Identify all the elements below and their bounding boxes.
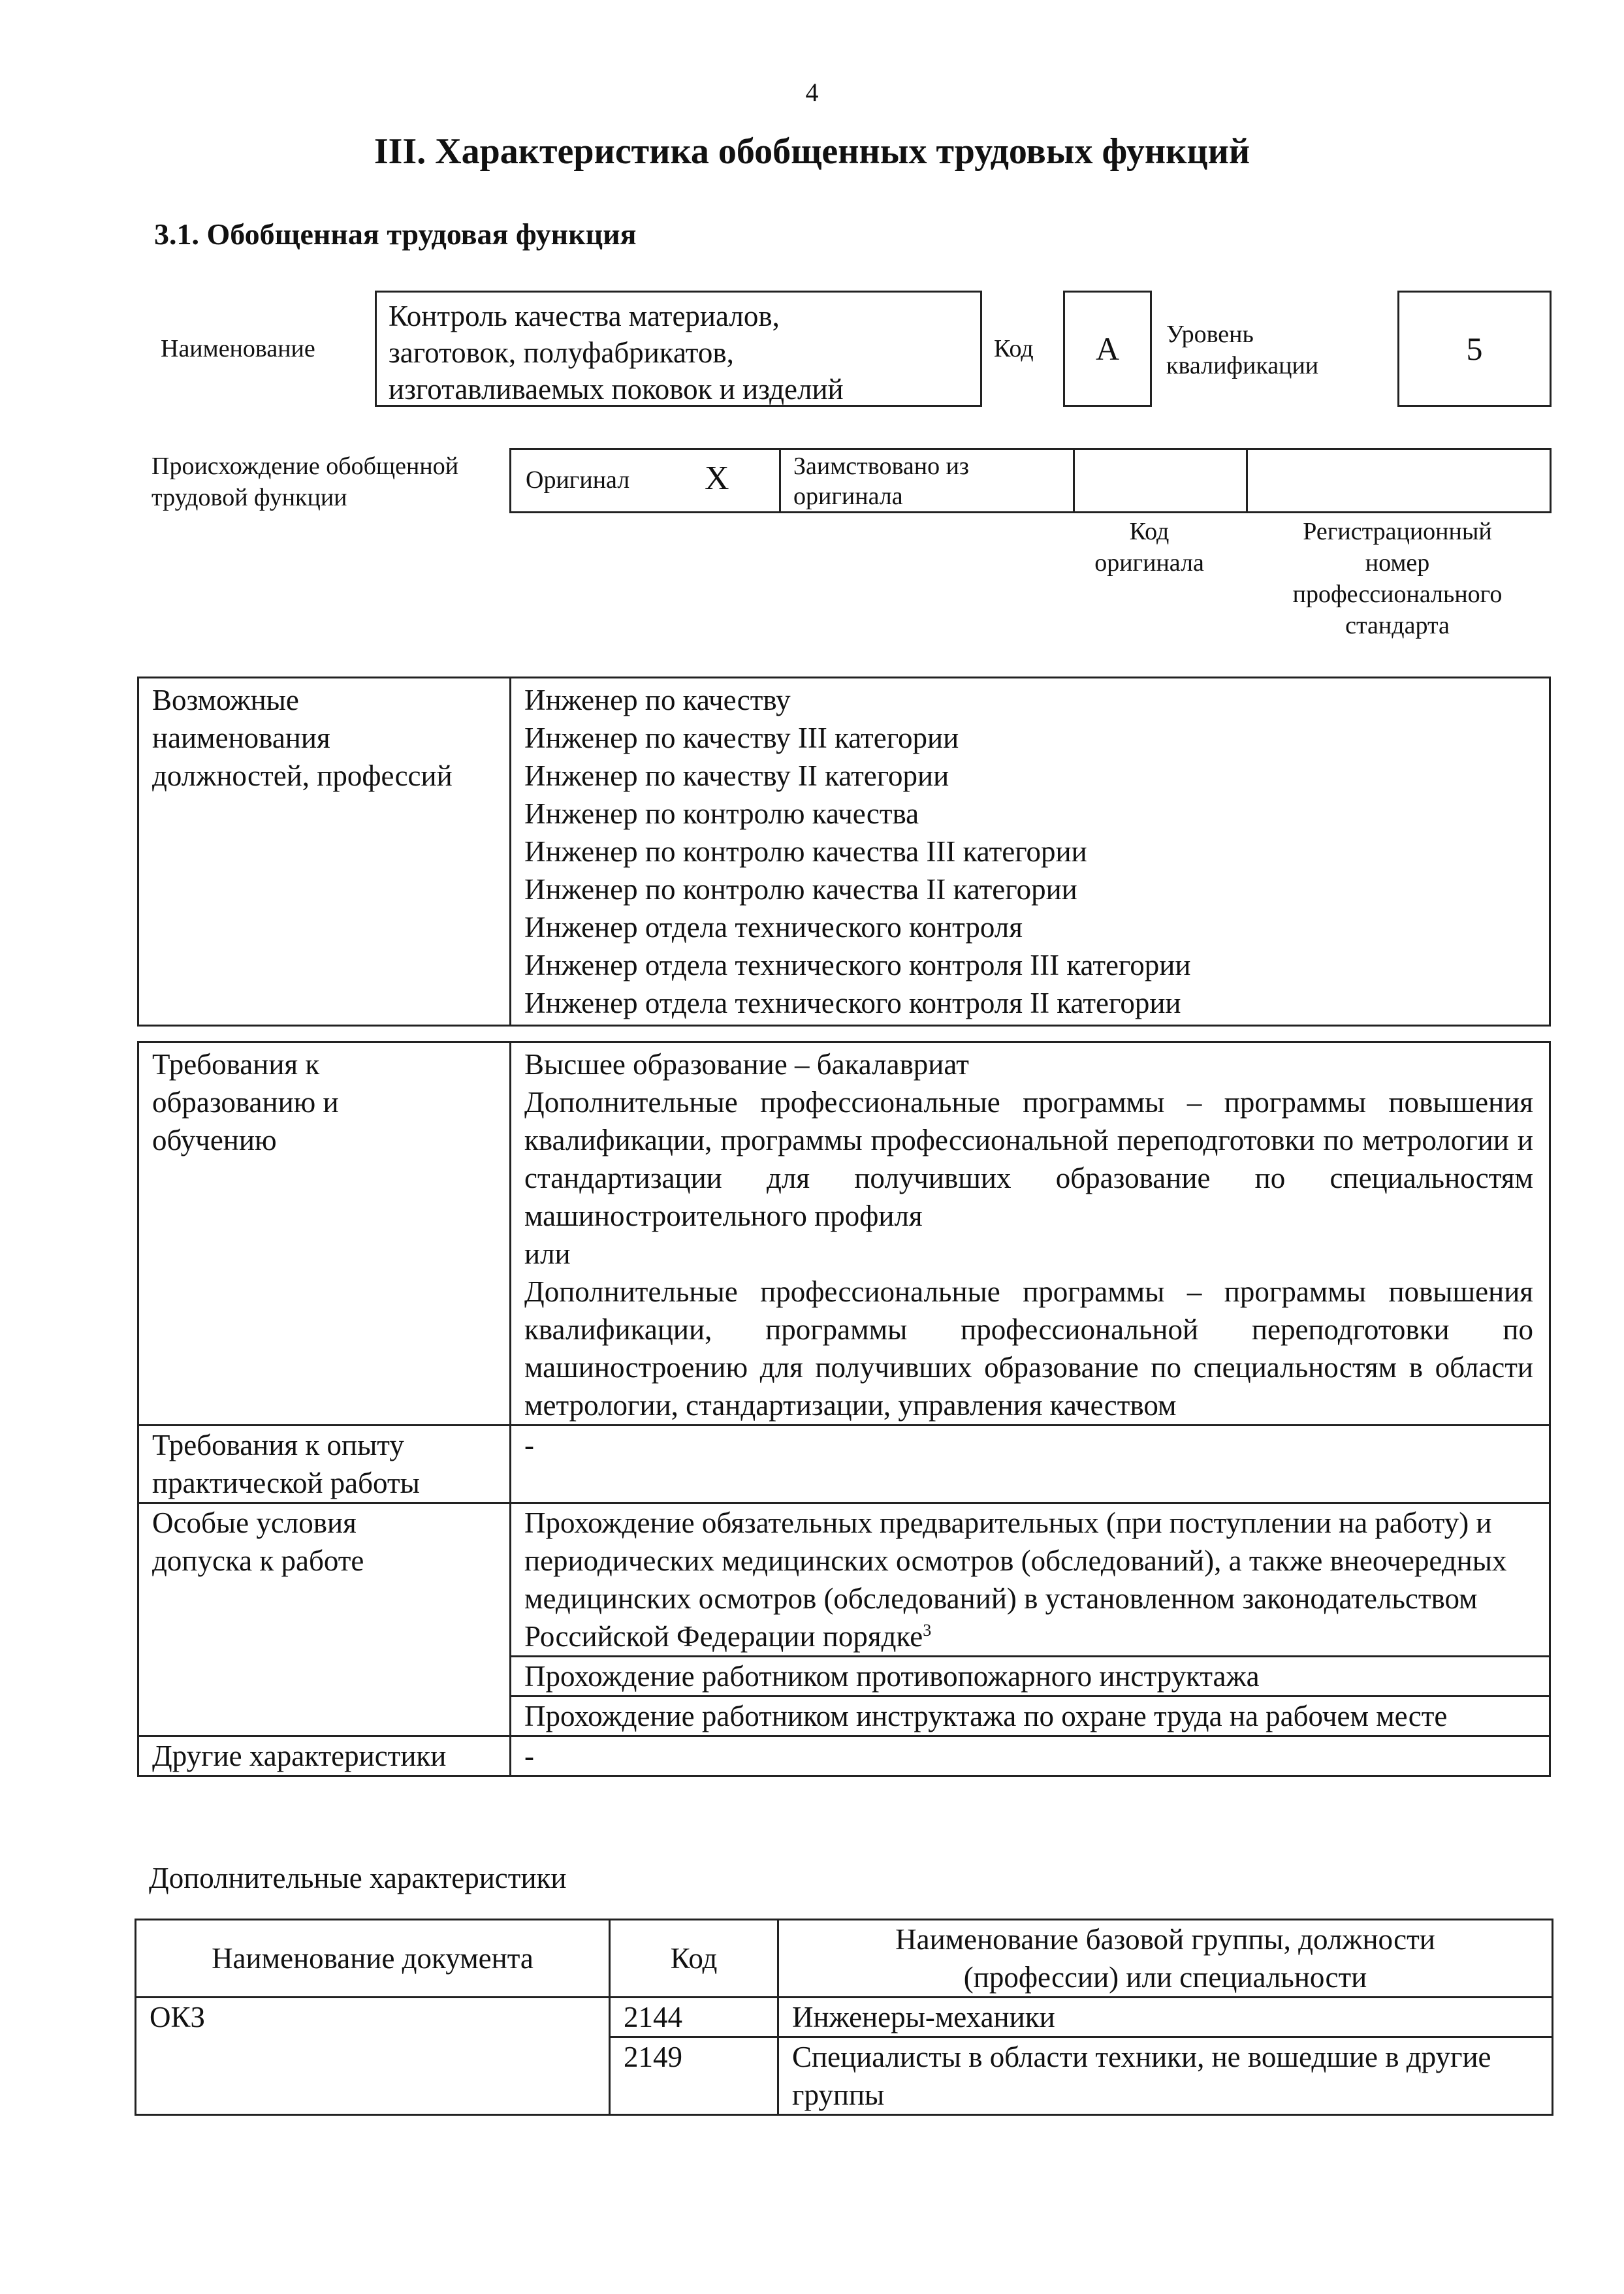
table-row	[138, 678, 1550, 1026]
list-item: Инженер отдела технического контроля III категории	[524, 949, 1191, 981]
experience-value: -	[511, 1426, 1550, 1503]
code-cell: 2144	[610, 1998, 778, 2037]
code-label: Код	[994, 335, 1034, 362]
original-label: Оригинал	[526, 466, 630, 494]
list-item: Инженер отдела технического контроля II категории	[524, 987, 1181, 1019]
level-value: 5	[1397, 291, 1552, 407]
col-code-header: Код	[610, 1920, 778, 1998]
education-line: Дополнительные профессиональные программы – программы повышения квалификации, программы профессиональной переподготовки по метрологии и стандартизации для получивших образование по специальностям машиностроительного профиля	[524, 1086, 1533, 1232]
reg-number-caption: Регистрационный номер профессионального стандарта	[1292, 518, 1503, 639]
table-row	[138, 1042, 1550, 1426]
conditions-item: Прохождение работником противопожарного инструктажа	[511, 1657, 1550, 1697]
list-item: Инженер по качеству	[524, 684, 791, 716]
additional-title: Дополнительные характеристики	[149, 1862, 567, 1894]
borrowed-label: Заимствовано из оригинала	[793, 453, 969, 510]
education-line: Дополнительные профессиональные программы – программы повышения квалификации, программы профессиональной переподготовки по машиностроению для получивших образование по специальностям в области метрологии, стандартизации, управления качеством	[524, 1275, 1533, 1422]
education-line: или	[524, 1237, 571, 1270]
function-name-line: изготавливаемых поковок и изделий	[389, 373, 844, 406]
col-name-header: Наименование базовой группы, должности (профессии) или специальности	[778, 1920, 1553, 1998]
list-item: Инженер по качеству III категории	[524, 722, 959, 754]
additional-table	[135, 1919, 1553, 2116]
page-number: 4	[805, 78, 819, 107]
function-name-box	[375, 291, 982, 407]
function-name-line: заготовок, полуфабрикатов,	[389, 336, 734, 369]
section-title: III. Характеристика обобщенных трудовых функций	[374, 131, 1250, 172]
education-value	[511, 1042, 1550, 1426]
function-name-line: Контроль качества материалов,	[389, 300, 780, 332]
name-cell: Специалисты в области техники, не вошедшие в другие группы	[778, 2037, 1553, 2115]
doc-name: ОКЗ	[136, 1998, 610, 2115]
education-line: Высшее образование – бакалавриат	[524, 1048, 969, 1081]
origin-box	[509, 448, 1552, 513]
name-cell: Инженеры-механики	[778, 1998, 1553, 2037]
positions-list	[511, 678, 1550, 1026]
table-row	[136, 1920, 1553, 1998]
list-item: Инженер по контролю качества III категории	[524, 835, 1087, 868]
experience-label: Требования к опыту практической работы	[138, 1426, 511, 1503]
list-item: Инженер по контролю качества II категории	[524, 873, 1077, 906]
original-mark: X	[705, 460, 729, 497]
col-doc-header: Наименование документа	[136, 1920, 610, 1998]
list-item: Инженер по качеству II категории	[524, 759, 949, 792]
code-cell: 2149	[610, 2037, 778, 2115]
code-value: А	[1063, 291, 1152, 407]
positions-table	[137, 677, 1551, 1027]
level-label: Уровень квалификации	[1166, 321, 1319, 379]
name-label: Наименование	[161, 335, 315, 362]
table-row	[136, 1998, 1553, 2037]
conditions-item: Прохождение работником инструктажа по охране труда на рабочем месте	[511, 1697, 1550, 1736]
education-label: Требования к образованию и обучению	[138, 1042, 511, 1426]
conditions-label: Особые условия допуска к работе	[138, 1503, 511, 1736]
conditions-item: Прохождение обязательных предварительных (при поступлении на работу) и периодических медицинских осмотров (обследований), а также внеочередных медицинских осмотров (обследований) в установленном законодательством Российской Федерации порядке$^3$	[511, 1503, 1550, 1657]
requirements-table	[137, 1041, 1551, 1777]
list-item: Инженер по контролю качества	[524, 797, 919, 830]
subsection-title: 3.1. Обобщенная трудовая функция	[154, 217, 637, 251]
other-label: Другие характеристики	[138, 1736, 511, 1776]
code-original-caption: Код оригинала	[1094, 518, 1204, 577]
table-row	[138, 1503, 1550, 1657]
table-row	[138, 1426, 1550, 1503]
footnote-mark: 3	[923, 1621, 932, 1640]
origin-label: Происхождение обобщенной трудовой функции	[151, 453, 459, 511]
positions-label: Возможные наименования должностей, профессий	[138, 678, 511, 1026]
table-row	[138, 1736, 1550, 1776]
other-value: -	[511, 1736, 1550, 1776]
list-item: Инженер отдела технического контроля	[524, 911, 1023, 944]
